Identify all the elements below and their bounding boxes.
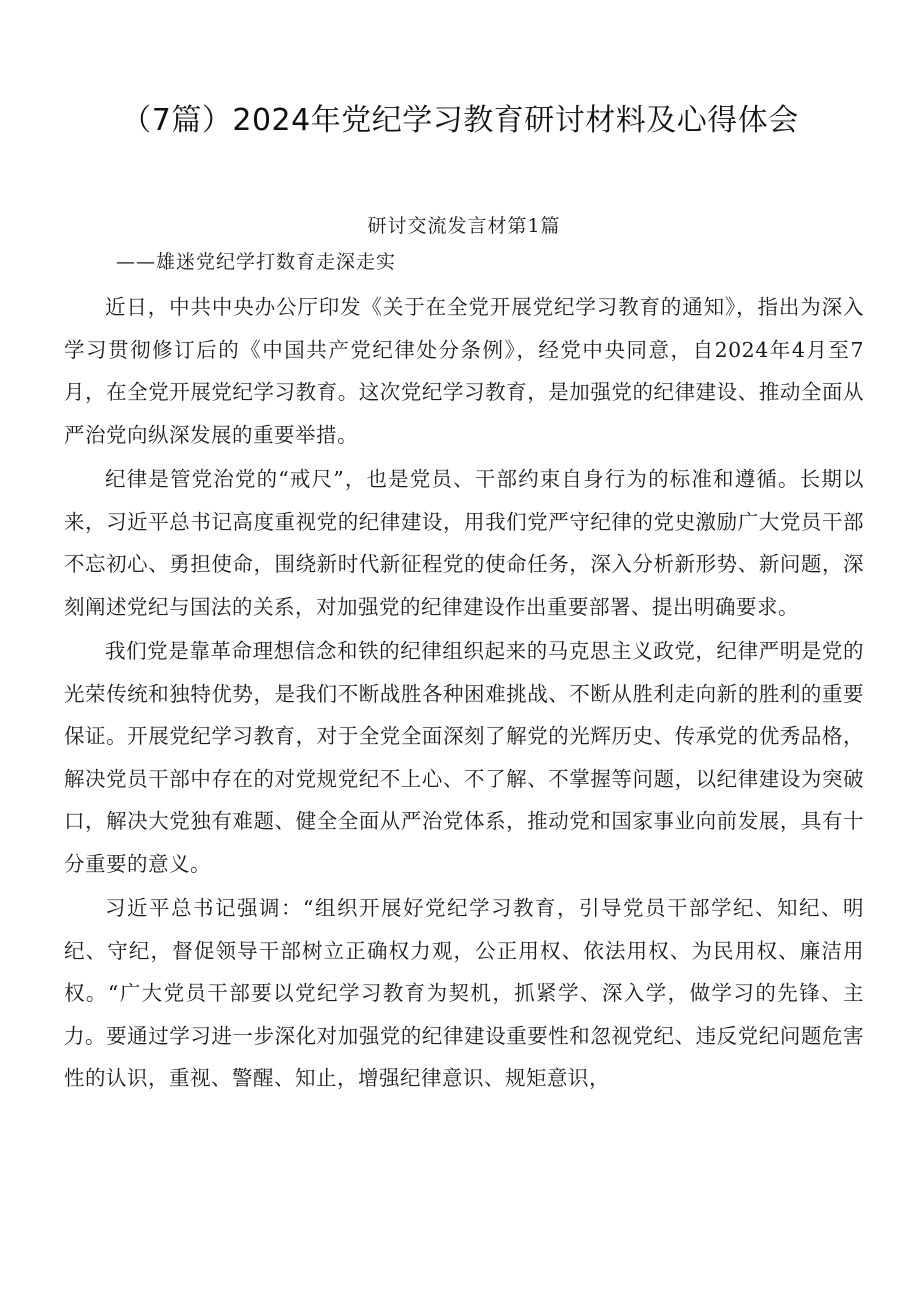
document-body — [64, 208, 864, 1102]
section-subtitle: 研讨交流发言材第1篇 — [367, 215, 561, 237]
document-title: （7篇）2024年党纪学习教育研讨材料及心得体会 — [121, 103, 799, 138]
paragraph-2: 纪律是管党治党的“戒尺”，也是党员、干部约束自身行为的标准和遵循。长期以来，习近平总书记高度重视党的纪律建设，用我们党严守纪律的党史激励广大党员干部不忘初心、勇担使命，围绕新时代新征程党的使命任务，深入分析新形势、新问题，深刻阐述党纪与国法的关系，对加强党的纪律建设作出重要部署、提出明确要求。 — [64, 467, 864, 619]
paragraph-4: 习近平总书记强调：“组织开展好党纪学习教育，引导党员干部学纪、知纪、明纪、守纪，督促领导干部树立正确权力观，公正用权、依法用权、为民用权、廉洁用权。“广大党员干部要以党纪学习教育为契机，抓紧学、深入学，做学习的先锋、主力。要通过学习进一步深化对加强党的纪律建设重要性和忽视党纪、违反党纪问题危害性的认识，重视、警醒、知止，增强纪律意识、规矩意识， — [64, 896, 864, 1090]
paragraph-1: 近日，中共中央办公厅印发《关于在全党开展党纪学习教育的通知》，指出为深入学习贯彻修订后的《中国共产党纪律处分条例》，经党中央同意，自2024年4月至7月，在全党开展党纪学习教育。这次党纪学习教育，是加强党的纪律建设、推动全面从严治党向纵深发展的重要举措。 — [64, 295, 864, 447]
section-tagline: ——雄迷党纪学打数育走深走实 — [116, 251, 397, 273]
paragraph-3: 我们党是靠革命理想信念和铁的纪律组织起来的马克思主义政党，纪律严明是党的光荣传统和独特优势，是我们不断战胜各种困难挑战、不断从胜利走向新的胜利的重要保证。开展党纪学习教育，对于全党全面深刻了解党的光辉历史、传承党的优秀品格，解决党员干部中存在的对党规党纪不上心、不了解、不掌握等问题，以纪律建设为突破口，解决大党独有难题、健全全面从严治党体系，推动党和国家事业向前发展，具有十分重要的意义。 — [64, 639, 864, 876]
